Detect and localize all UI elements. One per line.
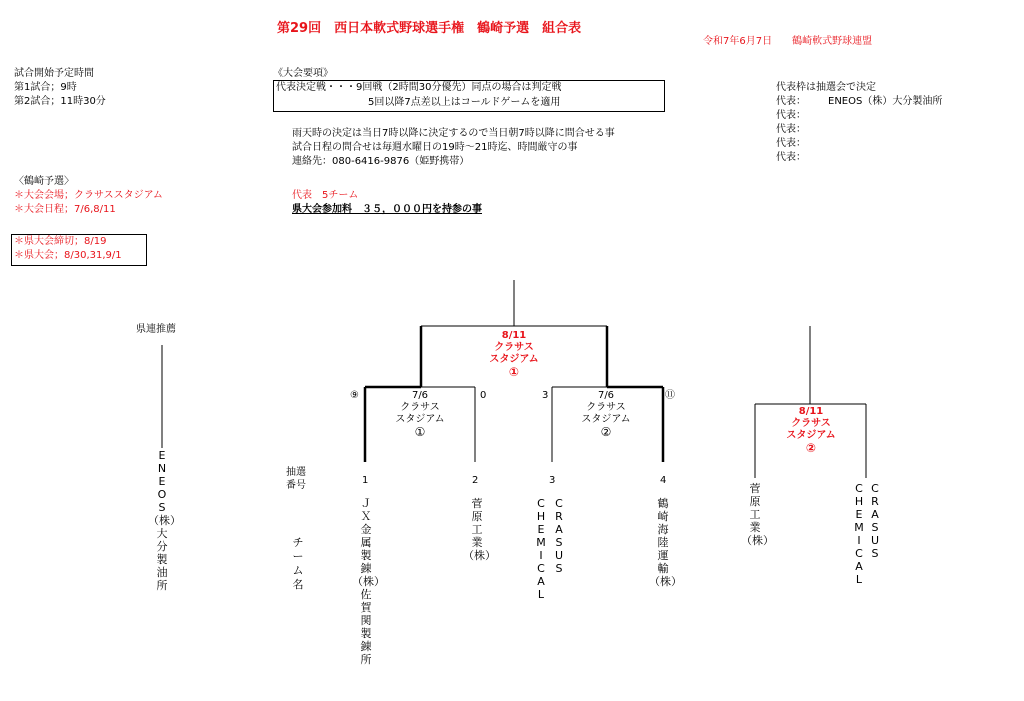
semi-left-game-no: ⑨ [350,390,359,401]
rules-note: 試合日程の問合せは毎週水曜日の19時～21時迄、時間厳守の事 [292,142,578,153]
recommend-label: 県連推薦 [136,324,176,335]
rep-row: 代表： ENEOS（株）大分製油所 [776,96,943,107]
team-jx-metal: Ｊ Ｘ 金 属 製 錬 （株） 佐 賀 関 製 錬 所 [352,497,385,666]
second-label: 8/11 クラサス スタジアム ② [786,406,836,455]
local-heading: 〈鶴崎予選〉 [14,176,74,187]
rules-box-line2: 5回以降7点差以上はコールドゲームを適用 [368,97,561,108]
semi-right-label: 7/6 クラサス スタジアム ② [581,390,631,439]
draw-number-label: 抽選番号 [286,467,306,491]
rules-note: 連絡先：080-6416-9876（姫野携帯） [292,156,470,167]
final-label: 8/11 クラサス スタジアム ① [489,330,539,379]
reps-count: 代表 5チーム [292,190,359,201]
second-team-sugahara: 菅 原 工 業 （株） [741,482,774,547]
semi-right-game-no: ⑪ [665,390,675,401]
rep-row: 代表： [776,124,806,135]
team-tsurusaki-kairiku: 鶴 崎 海 陸 運 輸 （株） [649,497,682,588]
local-dates: ＊大会日程；7/6,8/11 [14,204,116,215]
date-organizer: 令和7年6月7日 鶴崎軟式野球連盟 [703,36,873,47]
second-team-crasus: C R A S U S [870,482,880,560]
semi-left-label: 7/6 クラサス スタジアム ① [395,390,445,439]
team-name-label: チ ー ム 名 [292,536,304,591]
draw-number: 2 [472,475,479,486]
schedule-game2: 第2試合；11時30分 [14,96,106,107]
rep-row: 代表： [776,138,806,149]
rep-row: 代表： [776,110,806,121]
semi-right-score: 3 [542,390,549,401]
draw-number: 3 [549,475,556,486]
rep-team: ENEOS（株）大分製油所 [828,96,943,107]
team-chemical: C H E M I C A L [536,497,546,601]
team-crasus: C R A S U S [554,497,564,575]
entry-fee: 県大会参加料 ３５，０００円を持参の事 [292,204,482,215]
draw-number: 1 [362,475,369,486]
rep-row: 代表： [776,152,806,163]
rules-note: 雨天時の決定は当日7時以降に決定するので当日朝7時以降に問合せる事 [292,128,615,139]
semi-left-score: 0 [480,390,487,401]
schedule-game1: 第1試合；9時 [14,82,77,93]
reps-heading: 代表枠は抽選会で決定 [776,82,876,93]
second-team-chemical: C H E M I C A L [854,482,864,586]
pref-deadline: ＊県大会締切；8/19 [14,236,107,247]
page-title: 第29回 西日本軟式野球選手権 鶴崎予選 組合表 [277,21,582,36]
rules-heading: 《大会要項》 [273,68,333,79]
local-venue: ＊大会会場；クラサススタジアム [14,190,163,201]
pref-dates: ＊県大会；8/30,31,9/1 [14,250,122,261]
schedule-heading: 試合開始予定時間 [14,68,94,79]
recommend-team: E N E O S （株） 大 分 製 油 所 [148,449,181,592]
rules-box-line1: 代表決定戦・・・9回戦（2時間30分優先）同点の場合は判定戦 [276,82,562,93]
team-sugahara: 菅 原 工 業 （株） [463,497,496,562]
draw-number: 4 [660,475,667,486]
